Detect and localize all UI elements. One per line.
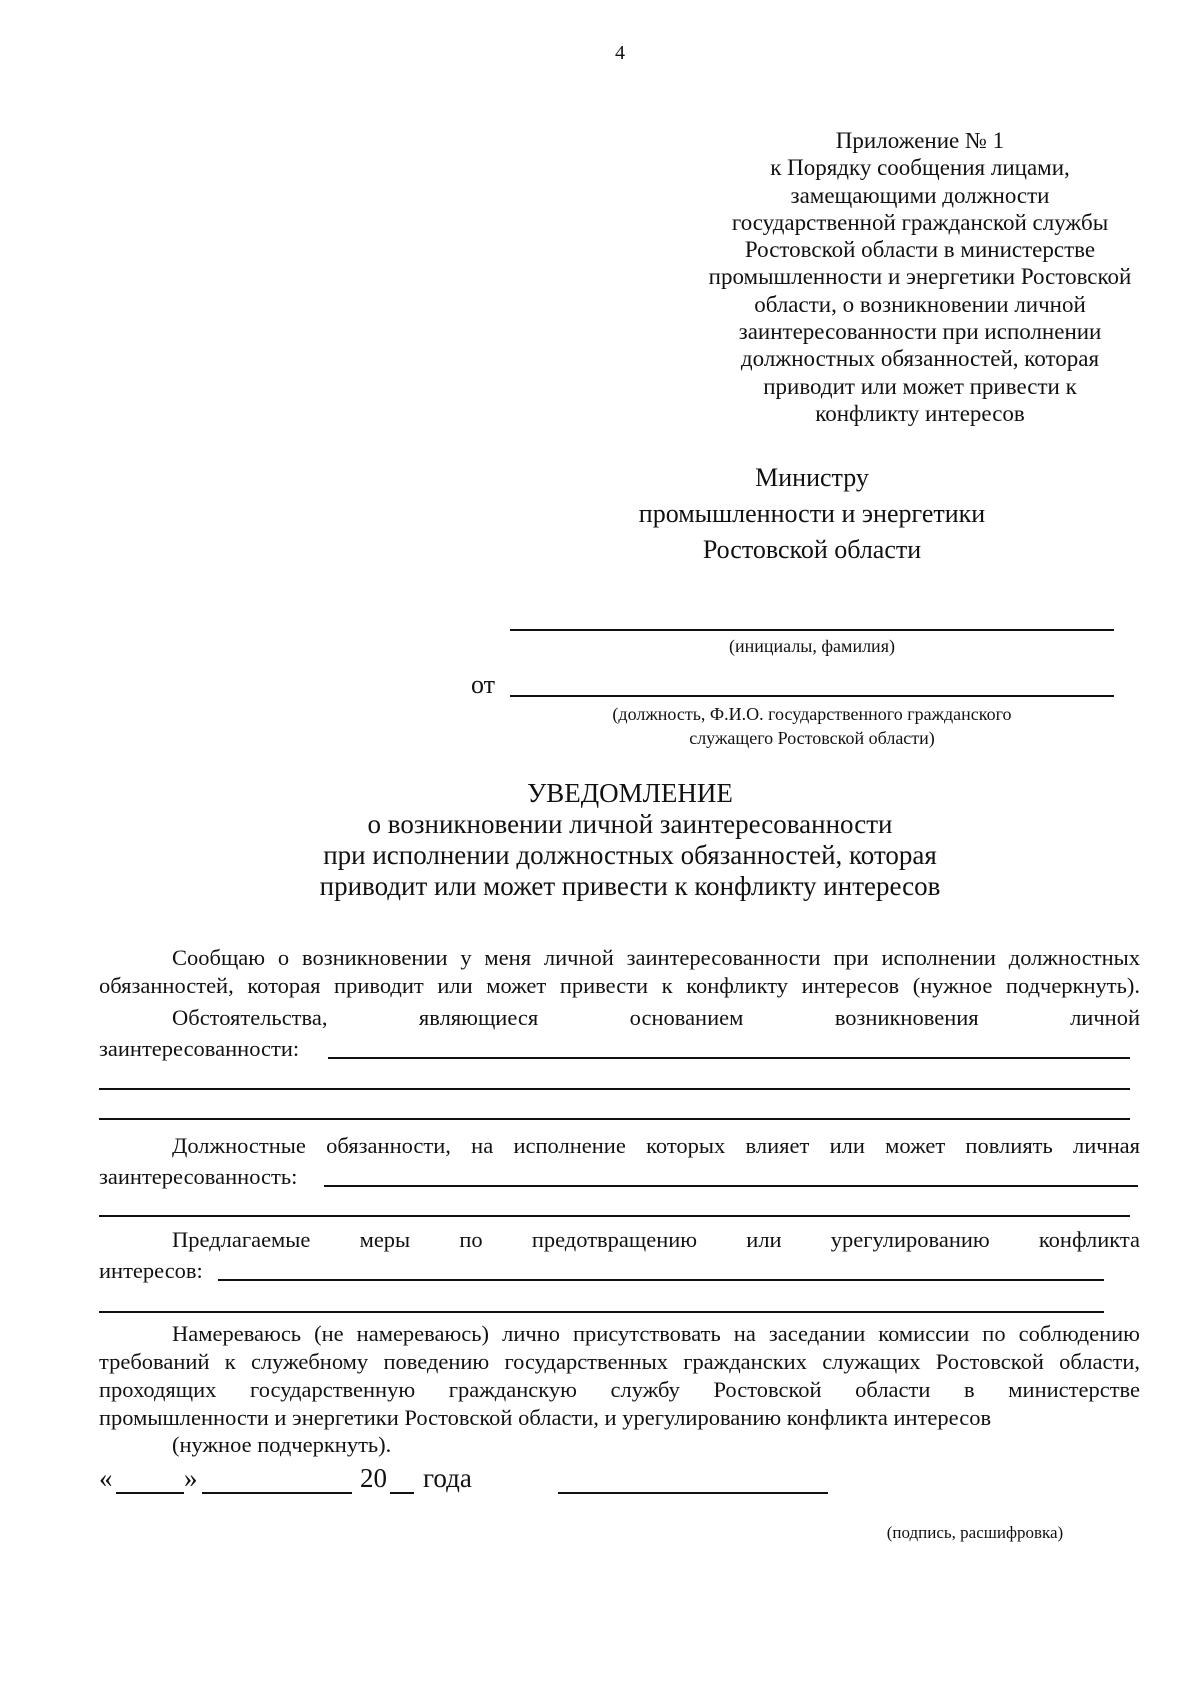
duties-field[interactable] [324,1185,1138,1187]
measures-label: интересов: [99,1258,203,1283]
addressee-line: Министру [755,463,869,492]
open-quote: « [99,1463,113,1493]
initials-caption: (инициалы, фамилия) [729,636,895,656]
close-quote: » [184,1463,198,1493]
year-prefix: 20 [360,1463,387,1493]
caption-line: служащего Ростовской области) [689,728,935,748]
circumstances-field-line-3[interactable] [99,1118,1130,1120]
measures-field[interactable] [218,1279,1104,1281]
addressee-line: промышленности и энергетики [638,499,986,528]
paragraph-line: Предлагаемые меры по предотвращению или урегулированию конфликта [172,1227,1140,1252]
position-field[interactable] [510,695,1114,697]
notice-subtitle-line: приводит или может привести к конфликту интересов [319,871,941,901]
signature-caption: (подпись, расшифровка) [886,1523,1064,1542]
circumstances-label: заинтересованности: [99,1036,300,1061]
appendix-line: приводит или может привести к [763,373,1077,399]
paragraph-line: проходящих государственную гражданскую службу Ростовской области в министерстве [99,1377,1140,1402]
signature-field[interactable] [558,1492,828,1494]
appendix-line: заинтересованности при исполнении [738,319,1102,345]
paragraph-line: обязанностей, которая приводит или может привести к конфликту интересов (нужное подчеркнуть). [99,973,1140,998]
notice-heading: УВЕДОМЛЕНИЕ [527,778,733,808]
initials-field[interactable] [510,629,1114,631]
appendix-line: Ростовской области в министерстве [744,237,1096,263]
appendix-line: промышленности и энергетики Ростовской [708,264,1132,290]
month-field[interactable] [202,1492,352,1494]
paragraph-line: промышленности и энергетики Ростовской области, и урегулированию конфликта интересов [99,1405,992,1430]
day-field[interactable] [116,1492,184,1494]
appendix-line: к Порядку сообщения лицами, [770,155,1070,181]
paragraph-line: требований к служебному поведению государственных гражданских служащих Ростовской области, [99,1349,1140,1374]
appendix-line: государственной гражданской службы [731,209,1109,235]
notice-title [240,778,1020,902]
appendix-line: конфликту интересов [815,400,1025,426]
duties-field-line-2[interactable] [99,1215,1130,1217]
paragraph-line: (нужное подчеркнуть). [172,1432,392,1457]
appendix-line: Приложение № 1 [835,128,1005,153]
paragraph-line: Намереваюсь (не намереваюсь) лично присутствовать на заседании комиссии по соблюдению [172,1321,1140,1346]
caption-line: (должность, Ф.И.О. государственного гражданского [612,704,1012,724]
notice-subtitle-line: при исполнении должностных обязанностей, которая [323,840,937,870]
measures-field-line-2[interactable] [99,1311,1104,1313]
from-label: от [471,670,496,699]
appendix-line: области, о возникновении личной [754,291,1086,317]
appendix-line: замещающими должности [790,182,1050,208]
notice-subtitle-line: о возникновении личной заинтересованности [367,809,893,839]
circumstances-field[interactable] [328,1057,1130,1059]
position-caption [510,702,1114,750]
paragraph-line: Сообщаю о возникновении у меня личной заинтересованности при исполнении должностных [172,945,1140,970]
page-number: 4 [615,42,625,64]
year-field[interactable] [390,1492,414,1494]
duties-label: заинтересованность: [99,1164,298,1189]
circumstances-field-line-2[interactable] [99,1088,1130,1090]
addressee-block [612,460,1012,568]
addressee-line: Ростовской области [702,535,922,564]
appendix-line: должностных обязанностей, которая [740,346,1100,372]
year-suffix: года [423,1463,472,1493]
paragraph-line: Должностные обязанности, на исполнение которых влияет или может повлиять личная [172,1133,1140,1158]
paragraph-line: Обстоятельства, являющиеся основанием возникновения личной [172,1005,1140,1030]
appendix-header [660,127,1180,427]
